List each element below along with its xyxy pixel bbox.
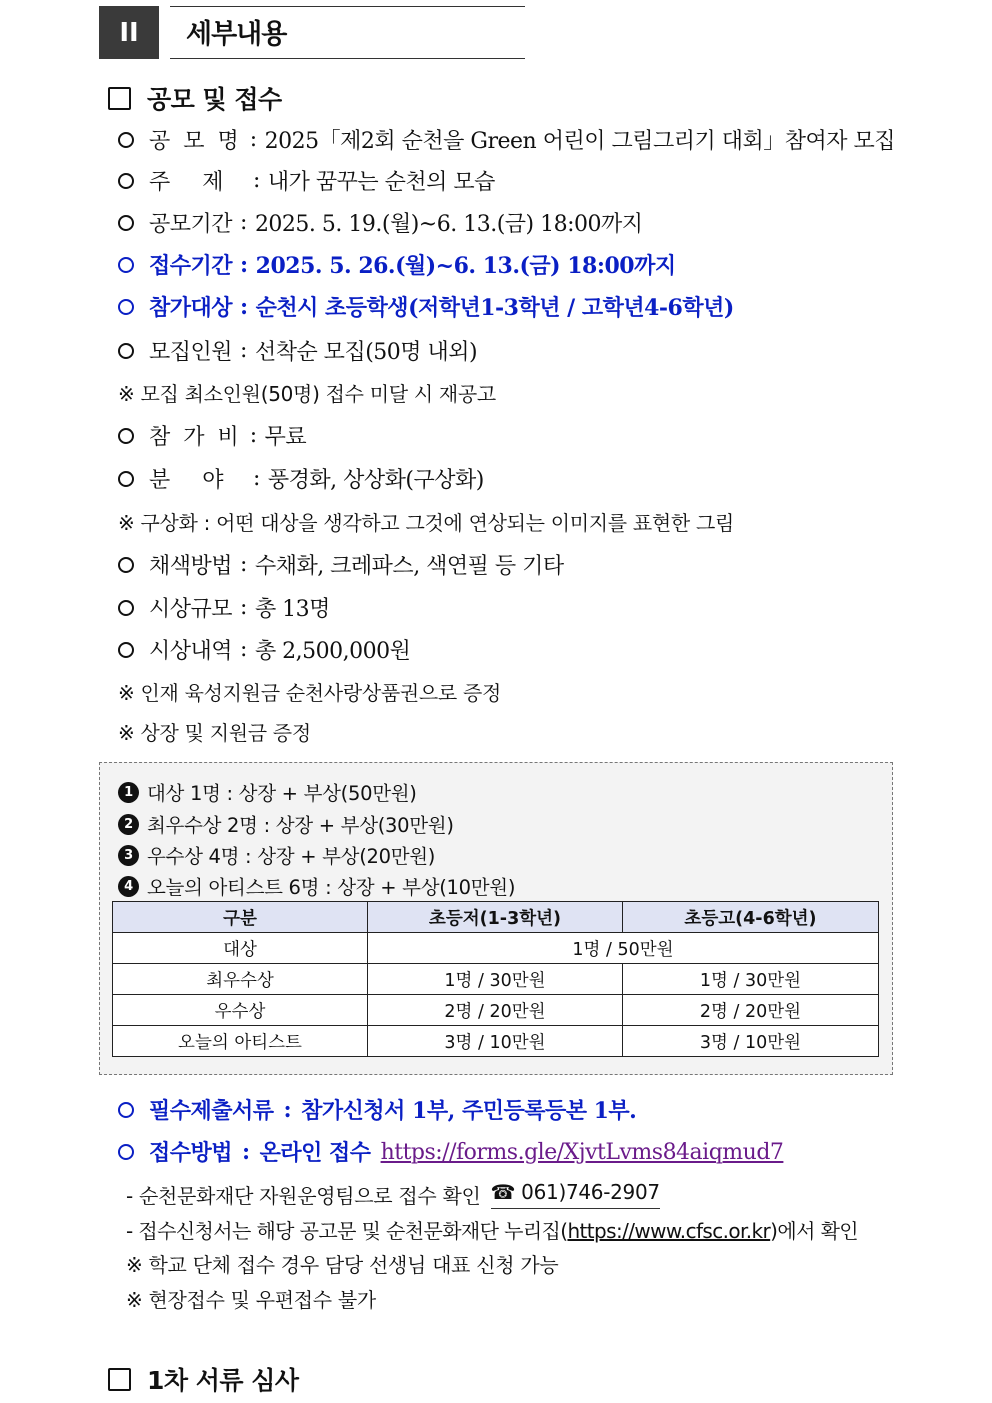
subsection-title: 공모 및 접수	[147, 85, 282, 114]
circle-bullet-icon	[118, 299, 134, 315]
row-sep: :	[253, 466, 260, 491]
circle-bullet-icon	[118, 1144, 134, 1160]
info-row-prize-scale	[118, 592, 330, 623]
row-sep: :	[249, 423, 257, 448]
form-info-line	[126, 1215, 858, 1244]
row-label: 채색방법	[149, 554, 233, 579]
confirm-line	[126, 1180, 660, 1209]
number-badge-icon: 4	[118, 876, 139, 897]
award-line	[118, 810, 454, 838]
row-label: 공 모 명	[149, 129, 242, 154]
number-badge-icon: 3	[118, 845, 139, 866]
circle-bullet-icon	[118, 257, 134, 273]
checkbox-square-icon	[108, 87, 131, 110]
info-row-period	[118, 207, 643, 238]
info-row-fee	[118, 420, 306, 451]
section-title: 세부내용	[186, 19, 287, 50]
row-label: 접수방법	[149, 1140, 233, 1166]
circle-bullet-icon	[118, 343, 134, 359]
info-row-target	[118, 291, 734, 322]
row-value: 내가 꿈꾸는 순천의 모습	[267, 170, 495, 195]
row-sep: :	[253, 168, 260, 193]
section-divider-bottom	[170, 58, 525, 59]
table-cell: 1명 / 30만원	[623, 964, 879, 995]
row-value: 참가신청서 1부, 주민등록등본 1부.	[301, 1098, 637, 1124]
website-link[interactable]: https://www.cfsc.or.kr	[567, 1219, 771, 1243]
form-text-pre: - 접수신청서는 해당 공고문 및 순천문화재단 누리집(	[126, 1219, 568, 1243]
table-cell: 2명 / 20만원	[368, 995, 623, 1026]
circle-bullet-icon	[118, 215, 134, 231]
section-number: II	[99, 6, 159, 59]
info-row-recruit	[118, 335, 477, 366]
circle-bullet-icon	[118, 1102, 134, 1118]
circle-bullet-icon	[118, 132, 134, 148]
note-prize-voucher: ※ 인재 육성지원금 순천사랑상품권으로 증정	[118, 681, 502, 705]
row-sep: :	[240, 210, 247, 235]
info-row-prize-detail	[118, 634, 410, 665]
info-row-theme	[118, 165, 495, 196]
table-cell: 3명 / 10만원	[623, 1026, 879, 1057]
circle-bullet-icon	[118, 428, 134, 444]
table-cell: 1명 / 50만원	[368, 933, 879, 964]
table-header-cell: 초등고(4-6학년)	[623, 902, 879, 933]
circle-bullet-icon	[118, 471, 134, 487]
note-prize-certificate: ※ 상장 및 지원금 증정	[118, 721, 311, 745]
row-sep: :	[240, 637, 247, 662]
subsection-heading	[108, 1361, 299, 1397]
row-label: 참가대상	[149, 295, 233, 321]
award-text: 최우수상 2명 : 상장 + 부상(30만원)	[147, 814, 454, 837]
row-sep: :	[242, 1138, 250, 1165]
row-sep: :	[283, 1096, 292, 1123]
award-text: 오늘의 아티스트 6명 : 상장 + 부상(10만원)	[147, 876, 516, 899]
number-badge-icon: 2	[118, 814, 139, 835]
info-row-method	[118, 1136, 783, 1167]
table-cell: 최우수상	[113, 964, 368, 995]
award-text: 우수상 4명 : 상장 + 부상(20만원)	[147, 845, 436, 868]
row-value: 풍경화, 상상화(구상화)	[267, 468, 484, 493]
row-value: 2025. 5. 19.(월)~6. 13.(금) 18:00까지	[254, 212, 643, 237]
row-label: 참 가 비	[149, 425, 242, 450]
info-row-title	[118, 124, 895, 155]
row-value: 총 2,500,000원	[254, 639, 411, 664]
phone-number: ☎ 061)746-2907	[491, 1180, 660, 1209]
row-label: 시상내역	[149, 639, 233, 664]
table-cell: 3명 / 10만원	[368, 1026, 623, 1057]
info-row-reception	[118, 249, 676, 280]
row-label: 필수제출서류	[149, 1098, 274, 1124]
table-header-row	[113, 902, 879, 933]
row-sep: :	[240, 338, 247, 363]
prize-table	[112, 901, 879, 1057]
table-cell: 2명 / 20만원	[623, 995, 879, 1026]
row-value: 순천시 초등학생(저학년1-3학년 / 고학년4-6학년)	[255, 295, 734, 321]
table-row	[113, 1026, 879, 1057]
row-sep: :	[240, 293, 248, 320]
row-label: 모집인원	[149, 340, 233, 365]
circle-bullet-icon	[118, 173, 134, 189]
note-recruit: ※ 모집 최소인원(50명) 접수 미달 시 재공고	[118, 382, 496, 406]
row-label: 공모기간	[149, 212, 233, 237]
table-row	[113, 964, 879, 995]
table-cell: 1명 / 30만원	[368, 964, 623, 995]
form-text-post: )에서 확인	[770, 1219, 859, 1243]
note-school: ※ 학교 단체 접수 경우 담당 선생님 대표 신청 가능	[126, 1253, 559, 1277]
table-cell: 오늘의 아티스트	[113, 1026, 368, 1057]
award-line	[118, 841, 435, 869]
row-sep: :	[240, 595, 247, 620]
row-sep: :	[249, 127, 257, 152]
row-label: 주 제	[149, 170, 223, 195]
checkbox-square-icon	[108, 1368, 131, 1391]
info-row-field	[118, 463, 484, 494]
table-header-cell: 구분	[113, 902, 368, 933]
award-text: 대상 1명 : 상장 + 부상(50만원)	[147, 782, 417, 805]
row-sep: :	[240, 552, 247, 577]
row-label: 시상규모	[149, 597, 233, 622]
row-value: 총 13명	[254, 597, 330, 622]
application-form-link[interactable]: https://forms.gle/XjvtLvms84aiqmud7	[380, 1139, 784, 1165]
row-label: 접수기간	[149, 253, 233, 279]
row-sep: :	[240, 251, 248, 278]
table-row	[113, 995, 879, 1026]
note-imagination: ※ 구상화 : 어떤 대상을 생각하고 그것에 연상되는 이미지를 표현한 그림	[118, 511, 735, 535]
row-value: 수채화, 크레파스, 색연필 등 기타	[254, 554, 564, 579]
info-row-required-docs	[118, 1094, 636, 1125]
table-header-cell: 초등저(1-3학년)	[368, 902, 623, 933]
table-row	[113, 933, 879, 964]
note-onsite: ※ 현장접수 및 우편접수 불가	[126, 1288, 376, 1312]
table-cell: 우수상	[113, 995, 368, 1026]
circle-bullet-icon	[118, 600, 134, 616]
row-value: 2025「제2회 순천을 Green 어린이 그림그리기 대회」참여자 모집	[264, 129, 895, 154]
info-row-coloring	[118, 549, 564, 580]
subsection-heading	[108, 80, 282, 116]
circle-bullet-icon	[118, 642, 134, 658]
row-value: 2025. 5. 26.(월)~6. 13.(금) 18:00까지	[255, 253, 676, 279]
row-value: 온라인 접수	[259, 1140, 371, 1166]
award-line	[118, 872, 515, 900]
award-line	[118, 778, 417, 806]
circle-bullet-icon	[118, 557, 134, 573]
row-label: 분 야	[149, 468, 223, 493]
section-divider-top	[170, 6, 525, 7]
confirm-text: - 순천문화재단 자원운영팀으로 접수 확인	[126, 1184, 481, 1208]
table-cell: 대상	[113, 933, 368, 964]
row-value: 무료	[264, 425, 307, 450]
subsection-title: 1차 서류 심사	[147, 1366, 299, 1395]
row-value: 선착순 모집(50명 내외)	[254, 340, 478, 365]
number-badge-icon: 1	[118, 782, 139, 803]
